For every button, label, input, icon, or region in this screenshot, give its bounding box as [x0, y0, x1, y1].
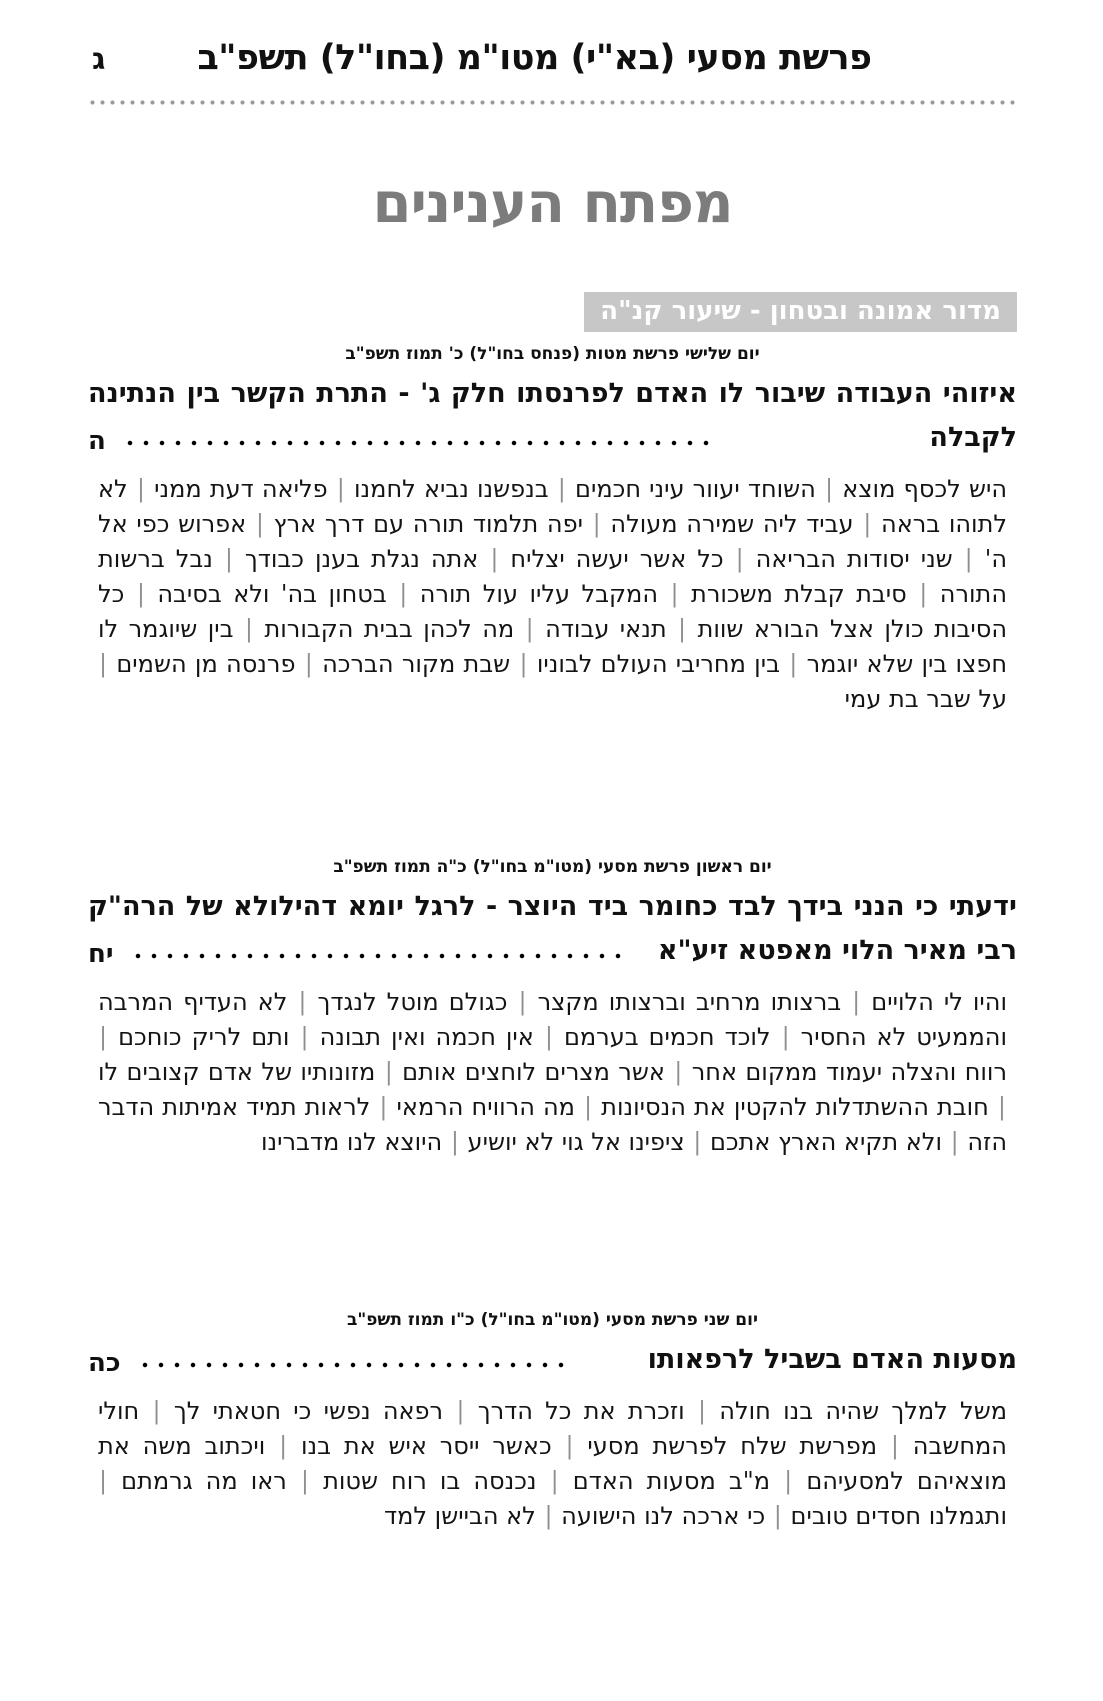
entry-title-row	[88, 372, 1017, 460]
dot-leader	[137, 1359, 567, 1371]
toc-entry	[88, 857, 1017, 1160]
entry-page-number: כה	[88, 1348, 121, 1378]
section-gap	[88, 717, 1017, 845]
entry-topics: משל למלך שהיה בנו חולה | וזכרת את כל הדרך | רפאה נפשי כי חטאתי לך | חולי המחשבה | מפרשת שלח לפרשת מסעי | כאשר ייסר איש את בנו | ויכתוב משה את מוצאיהם למסעיהם | מ"ב מסעות האדם | נכנסה בו רוח שטות | ראו מה גרמתם | ותגמלנו חסדים טובים | כי ארכה לנו הישועה | לא הביישן למד	[98, 1397, 1008, 1530]
entry-leader	[88, 426, 718, 456]
entry-title: מסעות האדם בשביל לרפאותו	[647, 1344, 1017, 1375]
entry-page-number: יח	[88, 939, 114, 969]
entry-leader	[88, 939, 628, 969]
page-header	[88, 38, 1017, 88]
section-badge-row	[88, 292, 1017, 332]
entry-title-row	[88, 885, 1017, 973]
index-title: מפתח הענינים	[372, 171, 733, 236]
toc-entry	[88, 1310, 1017, 1534]
page-number-letter: ג	[92, 42, 106, 77]
entry-date-line: יום ראשון פרשת מסעי (מטו"מ בחו"ל) כ"ה תמוז תשפ"ב	[333, 857, 772, 877]
dot-leader	[122, 437, 718, 449]
entry-topics: היש לכסף מוצא | השוחד יעוור עיני חכמים | בנפשנו נביא לחמנו | פליאה דעת ממני | לא לתוהו בראה | עביד ליה שמירה מעולה | יפה תלמוד תורה עם דרך ארץ | אפרוש כפי אל ה' | שני יסודות הבריאה | כל אשר יעשה יצליח | אתה נגלת בענן כבודך | נבל ברשות התורה | סיבת קבלת משכורת | המקבל עליו עול תורה | בטחון בה' ולא בסיבה | כל הסיבות כולן אצל הבורא שוות | תנאי עבודה | מה לכהן בבית הקבורות | בין שיוגמר לו חפצו בין שלא יוגמר | בין מחריבי העולם לבוניו | שבת מקור הברכה | פרנסה מן השמים | על שבר בת עמי	[98, 475, 1008, 713]
entry-title-row	[88, 1338, 1017, 1382]
entry-page-number: ה	[88, 426, 106, 456]
header-parsha-title: פרשת מסעי (בא"י) מטו"מ (בחו"ל) תשפ"ב	[197, 38, 872, 78]
entry-date-line: יום שני פרשת מסעי (מטו"מ בחו"ל) כ"ו תמוז תשפ"ב	[347, 1310, 758, 1330]
entry-topics: והיו לי הלויים | ברצותו מרחיב וברצותו מקצר | כגולם מוטל לנגדך | לא העדיף המרבה והממעיט לא החסיר | לוכד חכמים בערמם | אין חכמה ואין תבונה | ותם לריק כוחכם | רווח והצלה יעמוד ממקום אחר | אשר מצרים לוחצים אותם | מזונותיו של אדם קצובים לו | חובת ההשתדלות להקטין את הנסיונות | מה הרוויח הרמאי | לראות תמיד אמיתות הדבר הזה | ולא תקיא הארץ אתכם | ציפינו אל גוי לא יושיע | היוצא לנו מדברינו	[98, 988, 1007, 1156]
toc-entry	[88, 344, 1017, 717]
dotted-divider	[88, 98, 1017, 107]
entry-leader	[88, 1348, 567, 1378]
dot-leader	[130, 950, 628, 962]
section-gap	[88, 1160, 1017, 1298]
entry-title: איזוהי העבודה שיבור לו האדם לפרנסתו חלק ג' - התרת הקשר בין הנתינה לקבלה	[88, 378, 1017, 453]
section-badge: מדור אמונה ובטחון - שיעור קנ"ה	[584, 292, 1017, 332]
entry-date-line: יום שלישי פרשת מטות (פנחס בחו"ל) כ' תמוז תשפ"ב	[345, 344, 760, 364]
entry-title: ידעתי כי הנני בידך לבד כחומר ביד היוצר - לרגל יומא דהילולא של הרה"ק רבי מאיר הלוי מאפטא זיע"א	[88, 891, 1017, 966]
